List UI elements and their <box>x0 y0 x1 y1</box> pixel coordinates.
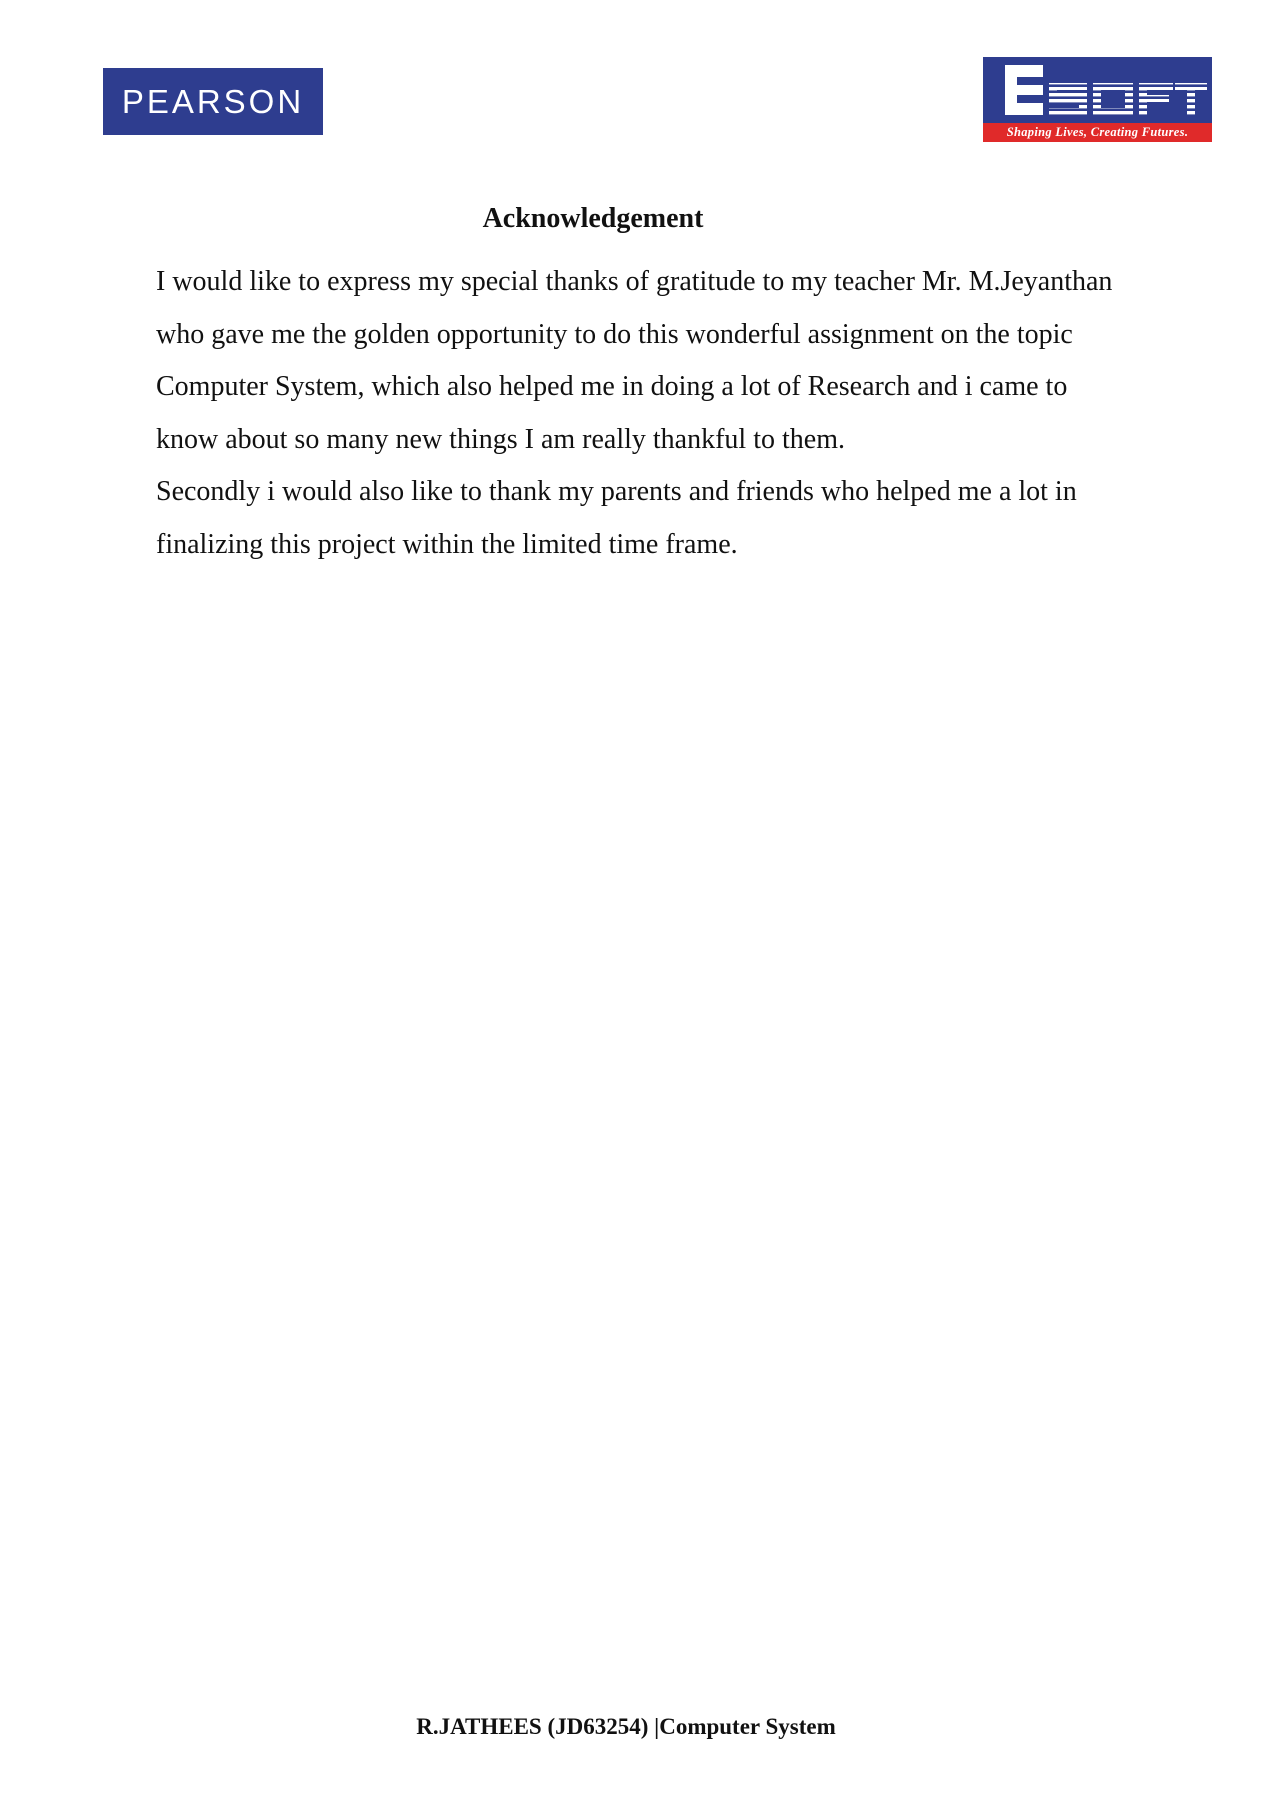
esoft-letter-t <box>1175 83 1207 115</box>
esoft-wordmark <box>983 57 1212 123</box>
esoft-logo <box>983 57 1212 142</box>
esoft-tagline-bar <box>983 123 1212 142</box>
acknowledgement-body <box>156 256 1136 571</box>
esoft-letter-e <box>1005 65 1043 115</box>
pearson-logo <box>103 68 323 135</box>
paragraph: Secondly i would also like to thank my parents and friends who helped me a lot in finalizing this project within the limited time frame. <box>156 476 1077 560</box>
esoft-letter-f <box>1139 83 1173 115</box>
esoft-letter-s <box>1049 83 1087 115</box>
pearson-logo-text: PEARSON <box>121 82 305 120</box>
paragraph: I would like to express my special thanks of gratitude to my teacher Mr. M.Jeyanthan who gave me the golden opportunity to do this wonderful assignment on the topic Computer System, which also helped me in doing a lot of Research and i came to know about so many new things I am really thankful to them. <box>156 266 1113 455</box>
page-footer: R.JATHEES (JD63254) |Computer System <box>416 1714 836 1739</box>
esoft-wordmark-graphic <box>983 57 1212 123</box>
page-title: Acknowledgement <box>482 203 704 234</box>
esoft-letter-o <box>1093 83 1133 115</box>
esoft-tagline: Shaping Lives, Creating Futures. <box>1006 125 1189 139</box>
